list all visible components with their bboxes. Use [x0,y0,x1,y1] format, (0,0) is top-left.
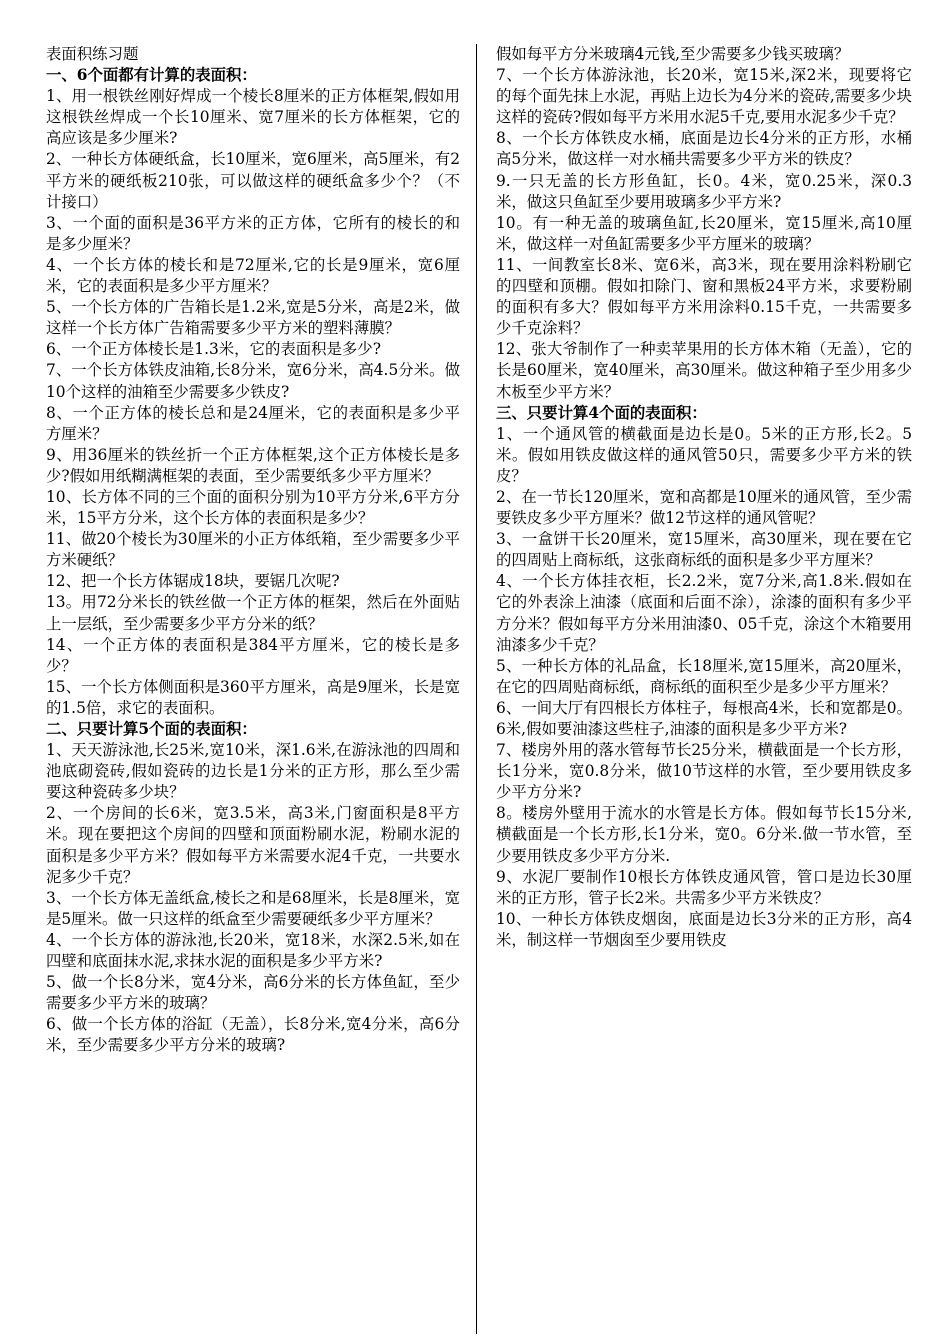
left-column [46,44,460,1334]
exercise-item: 7、一个长方体铁皮油箱,长8分米，宽6分米，高4.5分米。做10个这样的油箱至少需要多少铁皮? [46,361,460,401]
exercise-item: 6、做一个长方体的浴缸（无盖），长8分米,宽4分米，高6分米，至少需要多少平方分米的玻璃? [46,1015,460,1055]
exercise-item: 1、用一根铁丝刚好焊成一个棱长8厘米的正方体框架,假如用这根铁丝焊成一个长10厘米、宽7厘米的长方体框架，它的高应该是多少厘米? [46,87,460,148]
exercise-item: 2、一种长方体硬纸盒，长10厘米，宽6厘米，高5厘米，有2平方米的硬纸板210张，可以做这样的硬纸盒多少个？（不计接口） [46,150,460,211]
document-page [46,44,912,1334]
exercise-item: 9、水泥厂要制作10根长方体铁皮通风管，管口是边长30厘米的正方形，管子长2米。共需多少平方米铁皮？ [496,867,912,907]
exercise-item: 10。有一种无盖的玻璃鱼缸,长20厘米，宽15厘米,高10厘米，做这样一对鱼缸需要多少平方厘米的玻璃？ [496,213,912,253]
exercise-item: 15、一个长方体侧面积是360平方厘米，高是9厘米，长是宽的1.5倍，求它的表面积。 [46,677,460,717]
exercise-item: 5、做一个长8分米，宽4分米，高6分米的长方体鱼缸，至少需要多少平方米的玻璃？ [46,973,460,1013]
exercise-item: 12、把一个长方体锯成18块，要锯几次呢? [46,572,340,591]
exercise-item: 12、张大爷制作了一种卖苹果用的长方体木箱（无盖），它的长是60厘米，宽40厘米，高30厘米。做这种箱子至少用多少木板至少平方米？ [496,340,912,401]
section-heading: 二、只要计算5个面的表面积： [46,720,257,738]
exercise-item: 3、一盒饼干长20厘米，宽15厘米，高30厘米，现在要在它的四周贴上商标纸，这张商标纸的面积是多少平方厘米？ [496,530,912,570]
exercise-item: 11、做20个棱长为30厘米的小正方体纸箱，至少需要多少平方米硬纸？ [46,530,460,570]
exercise-item: 6、一个正方体棱长是1.3米，它的表面积是多少? [46,340,381,359]
exercise-item: 9、用36厘米的铁丝折一个正方体框架,这个正方体棱长是多少?假如用纸糊满框架的表面，至少需要纸多少平方厘米？ [46,445,460,485]
exercise-item: 8。楼房外壁用于流水的水管是长方体。假如每节长15分米,横截面是一个长方形,长1分米，宽0。6分米.做一节水管，至少要用铁皮多少平方分米. [496,804,912,865]
exercise-item: 8、一个正方体的棱长总和是24厘米，它的表面积是多少平方厘米？ [46,403,460,443]
page-title: 表面积练习题 [46,45,139,63]
exercise-item: 4、一个长方体的棱长和是72厘米,它的长是9厘米，宽6厘米，它的表面积是多少平方厘米？ [46,255,460,296]
exercise-item: 10、一种长方体铁皮烟囱，底面是边长3分米的正方形，高4米，制这样一节烟囱至少要用铁皮 [496,909,912,949]
exercise-item: 假如每平方分米玻璃4元钱,至少需要多少钱买玻璃？ [496,45,850,63]
exercise-item: 6、一间大厅有四根长方体柱子，每根高4米，长和宽都是0。6米,假如要油漆这些柱子,油漆的面积是多少平方米? [496,698,912,738]
section-heading: 三、只要计算4个面的表面积： [496,403,707,422]
exercise-item: 2、一个房间的长6米，宽3.5米，高3米,门窗面积是8平方米。现在要把这个房间的四壁和顶面粉刷水泥，粉刷水泥的面积是多少平方米？假如每平方米需要水泥4千克，一共要水泥多少千克？ [46,804,460,886]
exercise-item: 3、一个长方体无盖纸盒,棱长之和是68厘米，长是8厘米，宽是5厘米。做一只这样的纸盒至少需要硬纸多少平方厘米？ [46,888,460,928]
exercise-item: 1、一个通风管的横截面是边长是0。5米的正方形,长2。5米。假如用铁皮做这样的通风管50只，需要多少平方米的铁皮？ [496,424,912,485]
exercise-item: 4、一个长方体的游泳池,长20米，宽18米，水深2.5米,如在四壁和底面抹水泥,求抹水泥的面积是多少平方米? [46,930,460,971]
exercise-item: 8、一个长方体铁皮水桶，底面是边长4分米的正方形，水桶高5分米，做这样一对水桶共需要多少平方米的铁皮？ [496,129,912,169]
exercise-item: 4、一个长方体挂衣柜，长2.2米，宽7分米,高1.8米.假如在它的外表涂上油漆（底面和后面不涂），涂漆的面积有多少平方分米？假如每平方分米用油漆0、05千克，涂这个木箱要用油漆多少千克？ [496,572,912,654]
exercise-item: 14、一个正方体的表面积是384平方厘米，它的棱长是多少？ [46,635,460,675]
exercise-item: 1、天天游泳池,长25米,宽10米，深1.6米,在游泳池的四周和池底砌瓷砖,假如瓷砖的边长是1分米的正方形，那么至少需要这种瓷砖多少块？ [46,741,460,802]
exercise-item: 13。用72分米长的铁丝做一个正方体的框架，然后在外面贴上一层纸，至少需要多少平方分米的纸？ [46,593,460,633]
exercise-item: 11、一间教室长8米、宽6米，高3米，现在要用涂料粉刷它的四壁和顶棚。假如扣除门、窗和黑板24平方米，求要粉刷的面积有多大？假如每平方米用涂料0.15千克，一共需要多少千克涂料？ [496,255,912,338]
exercise-item: 3、一个面的面积是36平方米的正方体，它所有的棱长的和是多少厘米？ [46,213,460,253]
exercise-item: 2、在一节长120厘米，宽和高都是10厘米的通风管，至少需要铁皮多少平方厘米？做12节这样的通风管呢？ [496,487,912,528]
exercise-item: 7、一个长方体游泳池，长20米，宽15米,深2米，现要将它的每个面先抹上水泥，再贴上边长为4分米的瓷砖,需要多少块这样的瓷砖?假如每平方米用水泥5千克,要用水泥多少千克？ [496,66,912,127]
column-divider [476,44,477,1334]
exercise-item: 9.一只无盖的长方形鱼缸，长0。4米，宽0.25米，深0.3米，做这只鱼缸至少要用玻璃多少平方米? [496,171,912,211]
right-column [496,44,912,1334]
exercise-item: 7、楼房外用的落水管每节长25分米，横截面是一个长方形，长1分米，宽0.8分米，做10节这样的水管，至少要用铁皮多少平方分米? [496,741,912,802]
exercise-item: 5、一种长方体的礼品盒，长18厘米,宽15厘米，高20厘米，在它的四周贴商标纸，商标纸的面积至少是多少平方厘米？ [496,656,912,696]
section-heading: 一、6个面都有计算的表面积： [46,66,257,85]
exercise-item: 10、长方体不同的三个面的面积分别为10平方分米,6平方分米，15平方分米，这个长方体的表面积是多少？ [46,487,460,528]
exercise-item: 5、一个长方体的广告箱长是1.2米,宽是5分米，高是2米，做这样一个长方体广告箱需要多少平方米的塑料薄膜？ [46,298,460,338]
